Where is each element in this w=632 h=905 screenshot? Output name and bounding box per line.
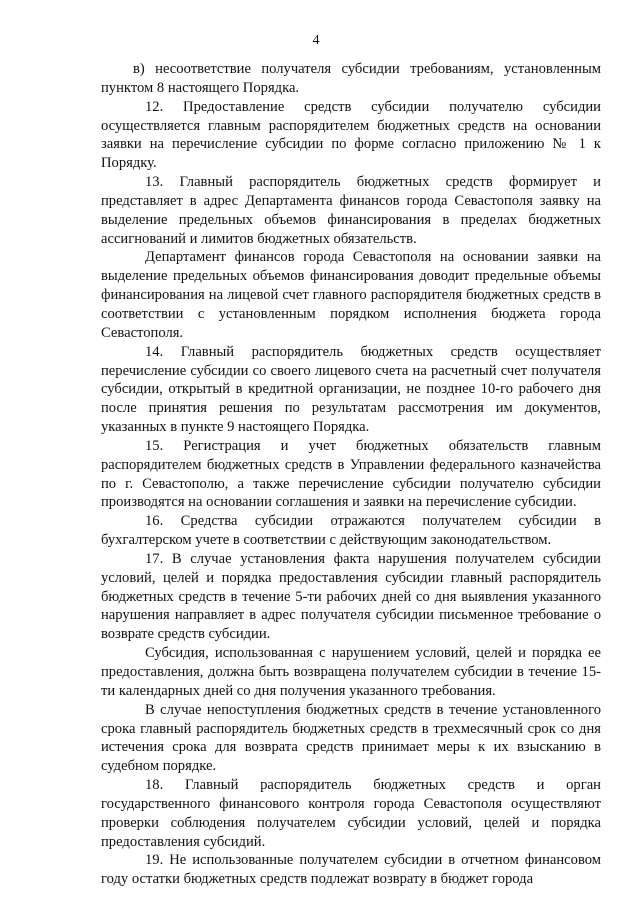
- paragraph-clause-13-continued: Департамент финансов города Севастополя на основании заявки на выделение предельных объемов финансирования доводит предельные объемы финансирования на лицевой счет главного распорядителя бюджетных средств в соответствии с установленным порядком исполнения бюджета города Севастополя.: [101, 249, 601, 341]
- paragraph-clause-17-court: В случае непоступления бюджетных средств в течение установленного срока главный распорядитель бюджетных средств в трехмесячный срок со дня истечения срока для возврата средств принимает меры к их взысканию в судебном порядке.: [101, 701, 601, 775]
- paragraph-clause-16: 16. Средства субсидии отражаются получателем субсидии в бухгалтерском учете в соответствии с действующим законодательством.: [101, 513, 601, 549]
- paragraph-item-v: в) несоответствие получателя субсидии требованиям, установленным пунктом 8 настоящего Порядка.: [101, 61, 601, 96]
- paragraph-clause-12: 12. Предоставление средств субсидии получателю субсидии осуществляется главным распорядителем бюджетных средств на основании заявки на перечисление субсидии по форме согласно приложению № 1 к Порядку.: [101, 98, 601, 172]
- paragraph-clause-15: 15. Регистрация и учет бюджетных обязательств главным распорядителем бюджетных средств в Управлении федерального казначейства по г. Севастополю, а также перечисление субсидии получателю субсидии производятся на основании соглашения и заявки на перечисление субсидии.: [101, 437, 601, 511]
- paragraph-clause-17-refund: Субсидия, использованная с нарушением условий, целей и порядка ее предоставления, должна быть возвращена получателем субсидии в течение 15-ти календарных дней со дня получения указанного требования.: [101, 645, 601, 699]
- paragraph-clause-19: 19. Не использованные получателем субсидии в отчетном финансовом году остатки бюджетных средств подлежат возврату в бюджет города: [101, 852, 601, 888]
- paragraph-clause-18: 18. Главный распорядитель бюджетных средств и орган государственного финансового контроля города Севастополя осуществляют проверки соблюдения получателем субсидии условий, целей и порядка предоставления субсидий.: [101, 777, 601, 850]
- page-number: 4: [312, 33, 320, 48]
- paragraph-clause-13: 13. Главный распорядитель бюджетных средств формирует и представляет в адрес Департамента финансов города Севастополя заявку на выделение предельных объемов финансирования в пределах бюджетных ассигнований и лимитов бюджетных обязательств.: [101, 174, 601, 247]
- paragraph-clause-14: 14. Главный распорядитель бюджетных средств осуществляет перечисление субсидии со своего лицевого счета на расчетный счет получателя субсидии, открытый в кредитной организации, не позднее 10-го рабочего дня после принятия решения по результатам рассмотрения им документов, указанных в пункте 9 настоящего Порядка.: [101, 343, 601, 436]
- paragraph-clause-17: 17. В случае установления факта нарушения получателем субсидии условий, целей и порядка предоставления субсидии главный распорядитель бюджетных средств в течение 5-ти рабочих дней со дня выявления указанного нарушения направляет в адрес получателя субсидии письменное требование о возврате средств субсидии.: [101, 550, 601, 643]
- document-body: [101, 60, 601, 889]
